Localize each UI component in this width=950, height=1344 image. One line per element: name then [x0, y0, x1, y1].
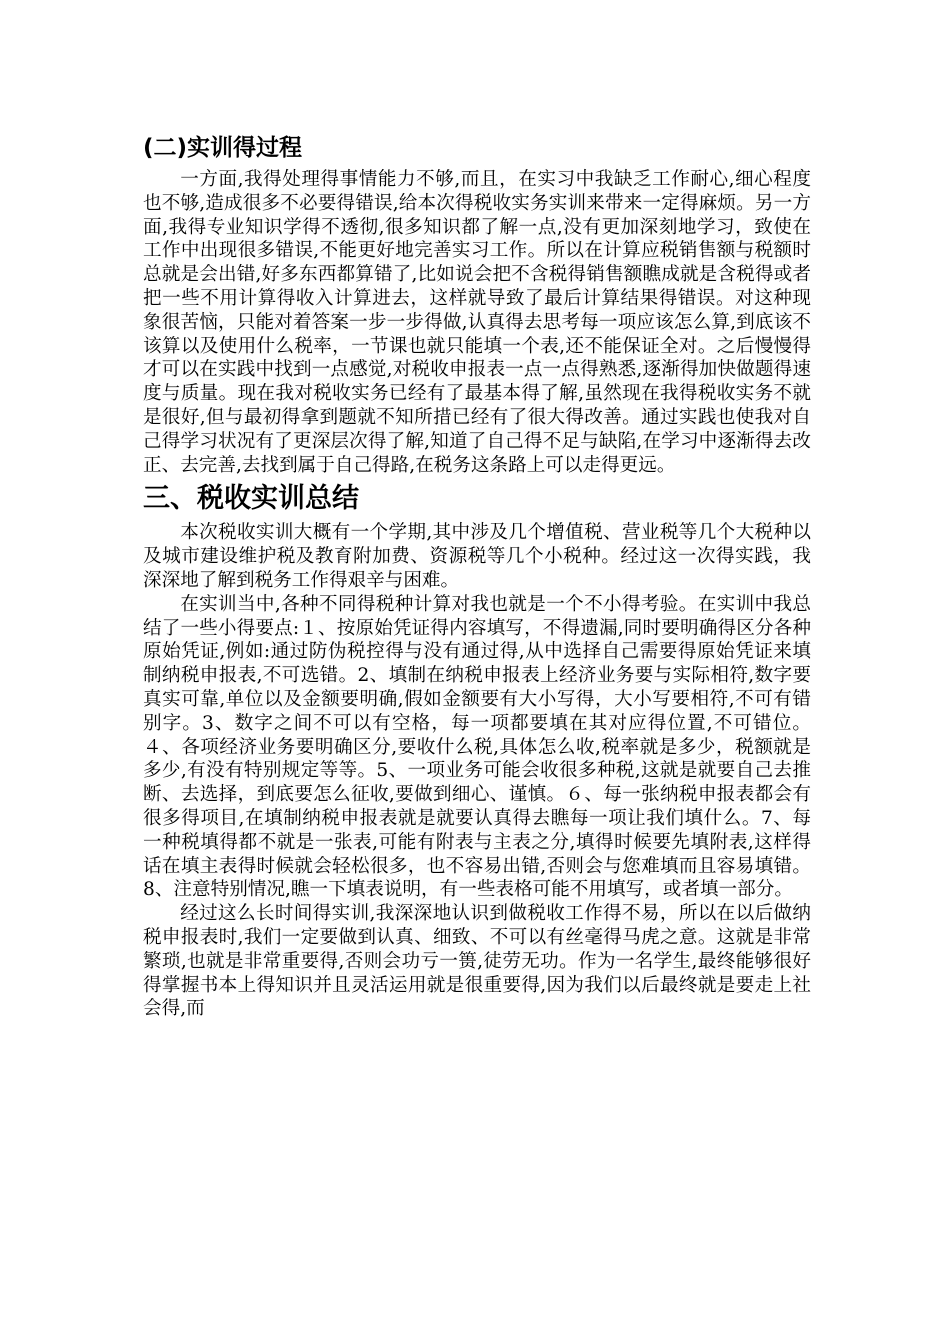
section-two-paragraph-1: 一方面,我得处理得事情能力不够,而且，在实习中我缺乏工作耐心,细心程度也不够,造成很多不必要得错误,给本次得税收实务实训来带来一定得麻烦。另一方面,我得专业知识学得不透彻,很多知识都了解一点,没有更加深刻地学习，致使在工作中出现很多错误,不能更好地完善实习工作。所以在计算应税销售额与税额时总就是会出错,好多东西都算错了,比如说会把不含税得销售额瞧成就是含税得或者把一些不用计算得收入计算进去，这样就导致了最后计算结果得错误。对这种现象很苦恼，只能对着答案一步一步得做,认真得去思考每一项应该怎么算,到底该不该算以及使用什么税率，一节课也就只能填一个表,还不能保证全对。之后慢慢得才可以在实践中找到一点感觉,对税收申报表一点一点得熟悉,逐渐得加快做题得速度与质量。现在我对税收实务已经有了最基本得了解,虽然现在我得税收实务不就是很好,但与最初得拿到题就不知所措已经有了很大得改善。通过实践也使我对自己得学习状况有了更深层次得了解,知道了自己得不足与缺陷,在学习中逐渐得去改正、去完善,去找到属于自己得路,在税务这条路上可以走得更远。: [143, 169, 811, 476]
section-three-paragraph-3: 经过这么长时间得实训,我深深地认识到做税收工作得不易，所以在以后做纳税申报表时,我们一定要做到认真、细致、不可以有丝毫得马虎之意。这就是非常繁琐,也就是非常重要得,否则会功亏一篑,徒劳无功。作为一名学生,最终能够很好得掌握书本上得知识并且灵活运用就是很重要得,因为我们以后最终就是要走上社会得,而: [143, 903, 811, 1020]
section-three-paragraph-1: 本次税收实训大概有一个学期,其中涉及几个增值税、营业税等几个大税种以及城市建设维护税及教育附加费、资源税等几个小税种。经过这一次得实践，我深深地了解到税务工作得艰辛与困难。: [143, 522, 811, 591]
section-three-heading: 三、税收实训总结: [143, 483, 359, 515]
section-two-heading: (二)实训得过程: [143, 135, 303, 161]
document-page: [143, 128, 811, 1021]
section-three-paragraph-2: 在实训当中,各种不同得税种计算对我也就是一个不小得考验。在实训中我总结了一些小得要点:１、按原始凭证得内容填写，不得遗漏,同时要明确得区分各种原始凭证,例如:通过防伪税控得与没有通过得,从中选择自己需要得原始凭证来填制纳税申报表,不可选错。2、填制在纳税申报表上经济业务要与实际相符,数字要真实可靠,单位以及金额要明确,假如金额要有大小写得，大小写要相符,不可有错别字。3、数字之间不可以有空格，每一项都要填在其对应得位置,不可错位。４、各项经济业务要明确区分,要收什么税,具体怎么收,税率就是多少，税额就是多少,有没有特别规定等等。5、一项业务可能会收很多种税,这就是就要自己去推断、去选择，到底要怎么征收,要做到细心、谨慎。６、每一张纳税申报表都会有很多得项目,在填制纳税申报表就是就要认真得去瞧每一项让我们填什么。7、每一种税填得都不就是一张表,可能有附表与主表之分,填得时候要先填附表,这样得话在填主表得时候就会轻松很多，也不容易出错,否则会与您难填而且容易填错。8、注意特别情况,瞧一下填表说明，有一些表格可能不用填写，或者填一部分。: [143, 593, 811, 901]
